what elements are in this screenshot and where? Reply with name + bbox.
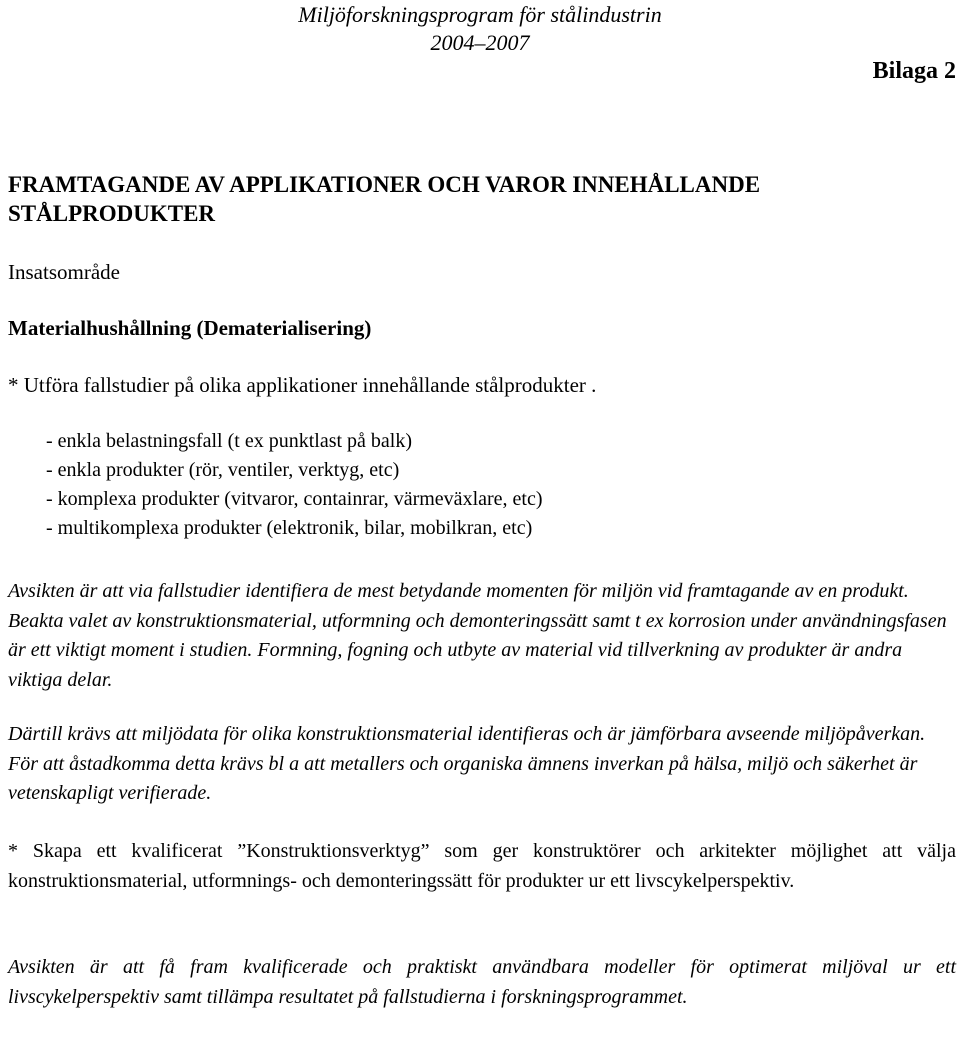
- paragraph-models: Avsikten är att få fram kvalificerade och praktiskt användbara modeller för optimerat miljöval ur ett livscykelperspektiv samt tillämpa resultatet på fallstudierna i forskningsprogrammet.: [8, 956, 956, 1008]
- section-label: Insatsområde: [8, 260, 120, 284]
- paragraph-purpose: Avsikten är att via fallstudier identifiera de mest betydande momenten för miljön vid framtagande av en produkt. Beakta valet av konstruktionsmaterial, utformning och demonteringssätt samt t ex korrosion under användningsfasen är ett viktigt moment i studien. Formning, fogning och utbyte av material vid tillverkning av produkter är andra viktiga delar.: [8, 580, 947, 691]
- paragraph-design-tool: * Skapa ett kvalificerat ”Konstruktionsverktyg” som ger konstruktörer och arkitekter möjlighet att välja konstruktionsmaterial, utformnings- och demonteringssätt för produkter ur ett livscykelperspektiv.: [8, 840, 956, 892]
- task-intro: * Utföra fallstudier på olika applikationer innehållande stålprodukter .: [8, 373, 597, 397]
- list-item: - enkla belastningsfall (t ex punktlast på balk): [46, 430, 413, 452]
- list-item: - komplexa produkter (vitvaror, containrar, värmeväxlare, etc): [46, 488, 543, 510]
- document-title-line1: FRAMTAGANDE AV APPLIKATIONER OCH VAROR INNEHÅLLANDE: [8, 172, 761, 197]
- header-program: Miljöforskningsprogram för stålindustrin: [298, 2, 662, 27]
- appendix-label: Bilaga 2: [872, 58, 956, 84]
- paragraph-environmental-data: Därtill krävs att miljödata för olika konstruktionsmaterial identifieras och är jämförbara avseende miljöpåverkan. För att åstadkomma detta krävs bl a att metallers och organiska ämnens inverkan på hälsa, miljö och säkerhet är vetenskapligt verifierade.: [8, 723, 926, 804]
- list-item: - enkla produkter (rör, ventiler, verktyg, etc): [46, 459, 400, 481]
- section-heading: Materialhushållning (Dematerialisering): [8, 316, 372, 340]
- document-title-line2: STÅLPRODUKTER: [8, 201, 216, 226]
- header-years: 2004–2007: [430, 30, 530, 55]
- list-item: - multikomplexa produkter (elektronik, bilar, mobilkran, etc): [46, 517, 533, 539]
